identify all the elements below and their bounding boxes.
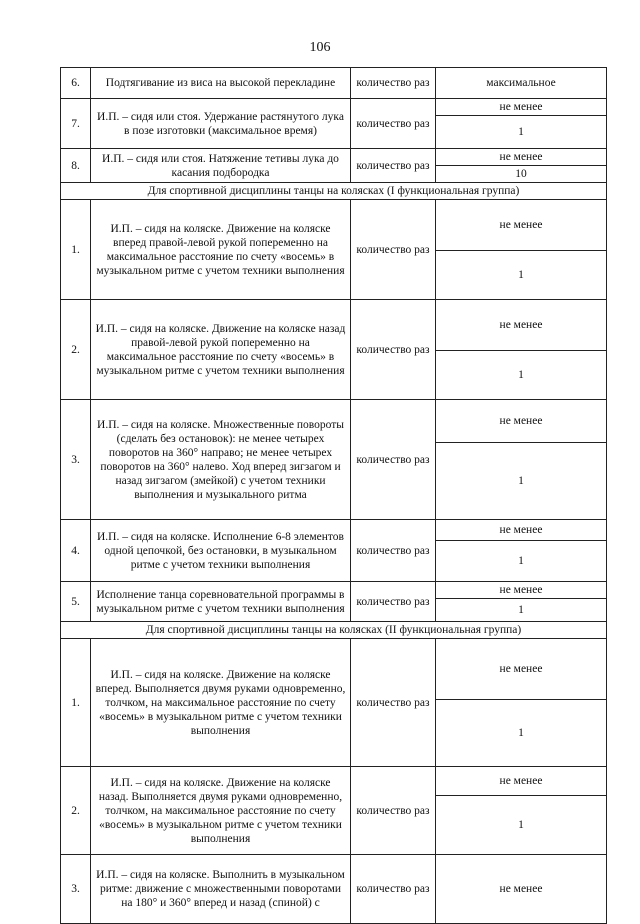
requirement-label: не менее bbox=[436, 99, 607, 116]
requirement-value: 10 bbox=[436, 166, 607, 183]
table-row bbox=[61, 582, 607, 599]
unit-of-measure: количество раз bbox=[351, 200, 436, 300]
section-title: Для спортивной дисциплины танцы на колясках (II функциональная группа) bbox=[61, 622, 607, 639]
page-number: 106 bbox=[309, 40, 331, 55]
requirement-label: не менее bbox=[436, 767, 607, 796]
exercise-description: И.П. – сидя на коляске. Движение на коляске вперед правой-левой рукой попеременно на максимальное расстояние по счету «восемь» в музыкальном ритме с учетом техники выполнения bbox=[91, 200, 351, 300]
section-row bbox=[61, 622, 607, 639]
section-title: Для спортивной дисциплины танцы на колясках (I функциональная группа) bbox=[61, 183, 607, 200]
unit-of-measure: количество раз bbox=[351, 149, 436, 183]
row-number: 1. bbox=[61, 639, 91, 767]
unit-of-measure: количество раз bbox=[351, 582, 436, 622]
exercise-description: И.П. – сидя на коляске. Выполнить в музыкальном ритме: движение с множественными поворотами на 180° и 360° вперед и назад (спиной) с bbox=[91, 855, 351, 924]
table-row bbox=[61, 400, 607, 443]
requirement-label: не менее bbox=[436, 855, 607, 924]
unit-of-measure: количество раз bbox=[351, 767, 436, 855]
requirement-label: не менее bbox=[436, 400, 607, 443]
row-number: 2. bbox=[61, 767, 91, 855]
row-number: 6. bbox=[61, 68, 91, 99]
row-number: 2. bbox=[61, 300, 91, 400]
exercise-description: Исполнение танца соревновательной программы в музыкальном ритме с учетом техники выполнения bbox=[91, 582, 351, 622]
requirement-value: 1 bbox=[436, 351, 607, 400]
requirement-label: не менее bbox=[436, 639, 607, 700]
row-number: 5. bbox=[61, 582, 91, 622]
row-number: 7. bbox=[61, 99, 91, 149]
section-row bbox=[61, 183, 607, 200]
row-number: 1. bbox=[61, 200, 91, 300]
requirement-label: не менее bbox=[436, 520, 607, 541]
unit-of-measure: количество раз bbox=[351, 300, 436, 400]
table-row bbox=[61, 300, 607, 351]
row-number: 3. bbox=[61, 855, 91, 924]
exercise-description: И.П. – сидя на коляске. Исполнение 6-8 элементов одной цепочкой, без остановки, в музыкальном ритме с учетом техники выполнения bbox=[91, 520, 351, 582]
exercise-description: И.П. – сидя на коляске. Движение на коляске назад правой-левой рукой попеременно на максимальное расстояние по счету «восемь» в музыкальном ритме с учетом техники выполнения bbox=[91, 300, 351, 400]
unit-of-measure: количество раз bbox=[351, 855, 436, 924]
requirement-label: максимальное bbox=[436, 68, 607, 99]
table-row bbox=[61, 200, 607, 251]
table-row bbox=[61, 520, 607, 541]
table-row bbox=[61, 639, 607, 700]
unit-of-measure: количество раз bbox=[351, 68, 436, 99]
exercise-description: И.П. – сидя на коляске. Движение на коляске вперед. Выполняется двумя руками одновременно, толчком, на максимальное расстояние по счету «восемь» в музыкальном ритме с учетом техники выполнения bbox=[91, 639, 351, 767]
requirement-value: 1 bbox=[436, 796, 607, 855]
requirement-value: 1 bbox=[436, 116, 607, 149]
requirement-value: 1 bbox=[436, 599, 607, 622]
requirement-label: не менее bbox=[436, 582, 607, 599]
exercise-description: И.П. – сидя на коляске. Движение на коляске назад. Выполняется двумя руками одновременно, толчком, на максимальное расстояние по счету «восемь» в музыкальном ритме с учетом техники выполнения bbox=[91, 767, 351, 855]
table-row bbox=[61, 767, 607, 796]
requirement-value: 1 bbox=[436, 541, 607, 582]
row-number: 8. bbox=[61, 149, 91, 183]
exercise-description: Подтягивание из виса на высокой перекладине bbox=[91, 68, 351, 99]
exercise-description: И.П. – сидя или стоя. Удержание растянутого лука в позе изготовки (максимальное время) bbox=[91, 99, 351, 149]
exercise-description: И.П. – сидя на коляске. Множественные повороты (сделать без остановок): не менее четырех поворотов на 360° направо; не менее четырех поворотов на 360° налево. Ход вперед зигзагом и назад зигзагом (змейкой) с учетом техники выполнения и музыкального ритма bbox=[91, 400, 351, 520]
table-row bbox=[61, 149, 607, 166]
unit-of-measure: количество раз bbox=[351, 400, 436, 520]
requirement-label: не менее bbox=[436, 149, 607, 166]
unit-of-measure: количество раз bbox=[351, 520, 436, 582]
row-number: 3. bbox=[61, 400, 91, 520]
norms-table bbox=[60, 67, 607, 924]
requirement-value: 1 bbox=[436, 443, 607, 520]
table-row bbox=[61, 855, 607, 924]
unit-of-measure: количество раз bbox=[351, 639, 436, 767]
row-number: 4. bbox=[61, 520, 91, 582]
table-row bbox=[61, 99, 607, 116]
requirement-value: 1 bbox=[436, 251, 607, 300]
exercise-description: И.П. – сидя или стоя. Натяжение тетивы лука до касания подбородка bbox=[91, 149, 351, 183]
requirement-label: не менее bbox=[436, 300, 607, 351]
requirement-value: 1 bbox=[436, 700, 607, 767]
requirement-label: не менее bbox=[436, 200, 607, 251]
unit-of-measure: количество раз bbox=[351, 99, 436, 149]
table-row bbox=[61, 68, 607, 99]
